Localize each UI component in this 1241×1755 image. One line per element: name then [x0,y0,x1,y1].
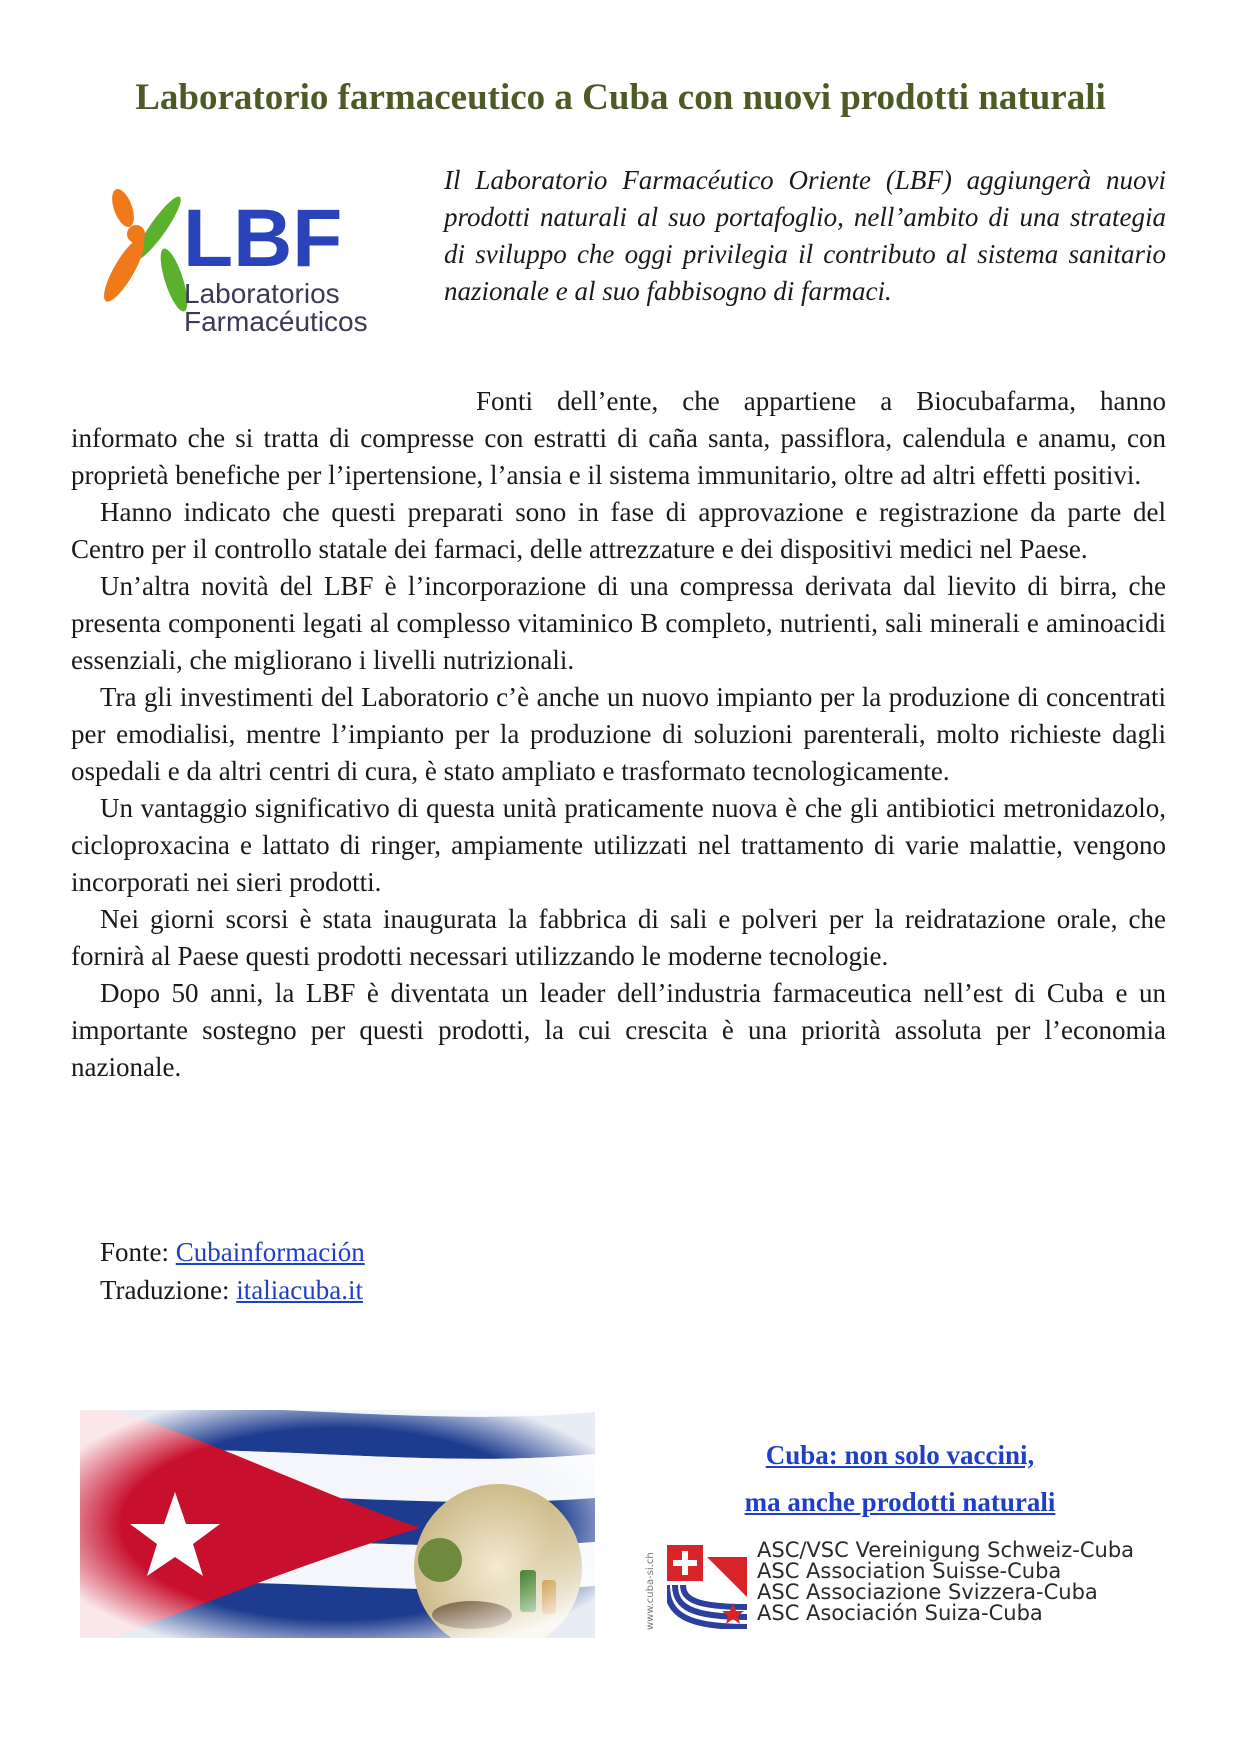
paragraph: Dopo 50 anni, la LBF è diventata un leader dell’industria farmaceutica nell’est di Cuba e un importante sostegno per questi prodotti, la cui crescita è una priorità assoluta per l’economia nazionale. [71,978,1166,1082]
promo-caption [690,1432,1110,1526]
logo-orange-arm-top [108,188,139,230]
paragraph: Un’altra novità del LBF è l’incorporazione di una compressa derivata dal lievito di birra, che presenta componenti legati al complesso vitaminico B completo, nutrienti, sali minerali e aminoacidi essenziali, che migliorano i livelli nutrizionali. [71,571,1166,675]
paragraph: Tra gli investimenti del Laboratorio c’è anche un nuovo impianto per la produzione di concentrati per emodialisi, mentre l’impianto per la produzione di soluzioni parenterali, molto richieste dagli ospedali e da altri centri di cura, è stato ampliato e trasformato tecnologicamente. [71,682,1166,786]
intro-paragraph: Il Laboratorio Farmacéutico Oriente (LBF) aggiungerà nuovi prodotti naturali al suo portafoglio, nell’ambito di una strategia di sviluppo che oggi privilegia il contributo al sistema sanitario nazionale e al suo fabbisogno di farmaci. [444,165,1166,306]
article-body [71,383,1166,1086]
promo-link-line2[interactable]: ma anche prodotti naturali [744,1487,1056,1517]
source-label: Fonte: [100,1237,176,1267]
asc-line: ASC Asociación Suiza-Cuba [757,1601,1043,1625]
logo-orange-leg [97,234,150,306]
logo-subtitle-2: Farmacéuticos [184,306,368,337]
promo-link-line1[interactable]: Cuba: non solo vaccini, [765,1440,1035,1470]
paragraph: Nei giorni scorsi è stata inaugurata la fabbrica di sali e polveri per la reidratazione orale, che fornirà al Paese questi prodotti necessari utilizzando le moderne tecnologie. [71,904,1166,971]
source-credits [100,1233,365,1309]
article-title: Laboratorio farmaceutico a Cuba con nuovi prodotti naturali [135,77,1106,118]
translation-line [100,1271,365,1309]
asc-association-names [757,1540,1134,1624]
asc-line: ASC/VSC Vereinigung Schweiz-Cuba [757,1538,1135,1562]
paragraph: Un vantaggio significativo di questa unità praticamente nuova è che gli antibiotici metronidazolo, cicloproxacina e lattato di ringer, ampiamente utilizzati nel trattamento di varie malattie, vengono incorporati nei sieri prodotti. [71,793,1166,897]
lbf-logo [92,188,422,378]
logo-head [127,225,145,243]
paragraph: Fonti dell’ente, che appartiene a Biocubafarma, hanno informato che si tratta di compresse con estratti di caña santa, passiflora, calendula e anamu, con proprietà benefiche per l’ipertensione, l’ansia e il sistema immunitario, oltre ad altri effetti positivi. [71,386,1166,490]
source-line [100,1233,365,1271]
logo-lbf-text: LBF [183,193,343,284]
paragraph: Hanno indicato che questi preparati sono in fase di approvazione e registrazione da parte del Centro per il controllo statale dei farmaci, delle attrezzature e dei dispositivi medici nel Paese. [71,497,1166,564]
italiacuba-link[interactable]: italiacuba.it [236,1275,363,1305]
asc-line: ASC Association Suisse-Cuba [757,1559,1062,1583]
cubainformacion-link[interactable]: Cubainformación [175,1237,365,1267]
cuba-flag-image [80,1410,595,1638]
asc-logo [667,1545,747,1629]
logo-subtitle-1: Laboratorios [184,278,340,309]
asc-website: www.cuba-si.ch [645,1552,656,1630]
asc-line: ASC Associazione Svizzera-Cuba [757,1580,1098,1604]
translation-label: Traduzione: [100,1275,237,1305]
